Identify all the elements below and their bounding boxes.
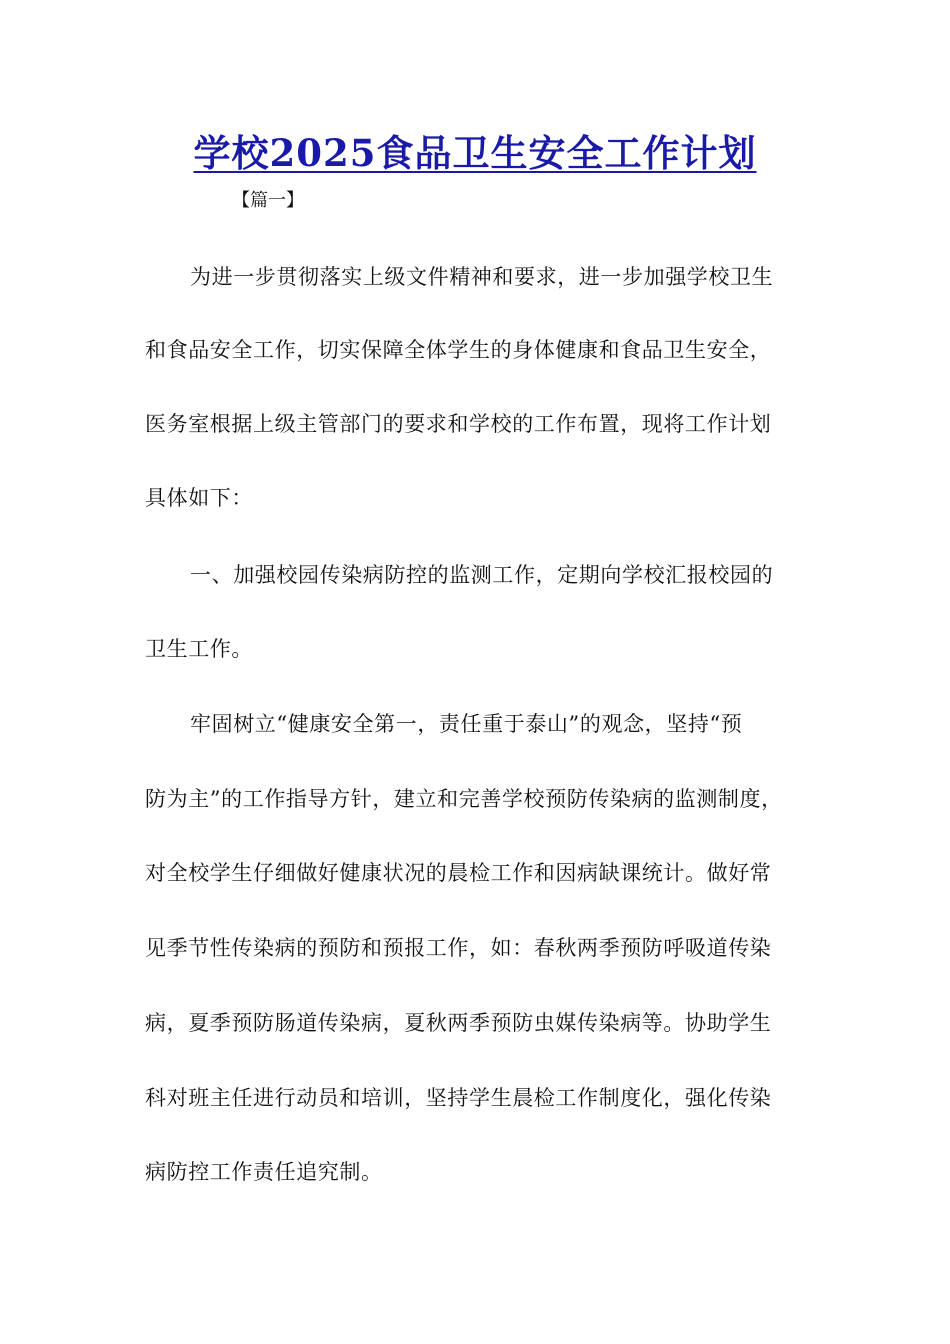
paragraph-line: 科对班主任进行动员和培训，坚持学生晨检工作制度化，强化传染 bbox=[145, 1086, 772, 1110]
paragraph-line: 一、加强校园传染病防控的监测工作，定期向学校汇报校园的 bbox=[190, 563, 774, 587]
document-title: 学校2025食品卫生安全工作计划 bbox=[193, 131, 757, 175]
paragraph-line: 卫生工作。 bbox=[145, 637, 253, 661]
paragraph-line: 防为主”的工作指导方针，建立和完善学校预防传染病的监测制度， bbox=[145, 787, 783, 811]
section-tag: 【篇一】 bbox=[232, 190, 304, 211]
paragraph-line: 牢固树立“健康安全第一，责任重于泰山”的观念，坚持“预 bbox=[190, 712, 743, 736]
paragraph-line: 具体如下： bbox=[145, 486, 253, 510]
paragraph-line: 病防控工作责任追究制。 bbox=[145, 1160, 383, 1184]
paragraph-line: 病，夏季预防肠道传染病，夏秋两季预防虫媒传染病等。协助学生 bbox=[145, 1011, 772, 1035]
paragraph-line: 见季节性传染病的预防和预报工作，如：春秋两季预防呼吸道传染 bbox=[145, 936, 772, 960]
paragraph-line: 和食品安全工作，切实保障全体学生的身体健康和食品卫生安全， bbox=[145, 338, 772, 362]
paragraph-line: 为进一步贯彻落实上级文件精神和要求，进一步加强学校卫生 bbox=[190, 265, 774, 289]
paragraph-line: 医务室根据上级主管部门的要求和学校的工作布置，现将工作计划 bbox=[145, 412, 772, 436]
paragraph-line: 对全校学生仔细做好健康状况的晨检工作和因病缺课统计。做好常 bbox=[145, 861, 772, 885]
